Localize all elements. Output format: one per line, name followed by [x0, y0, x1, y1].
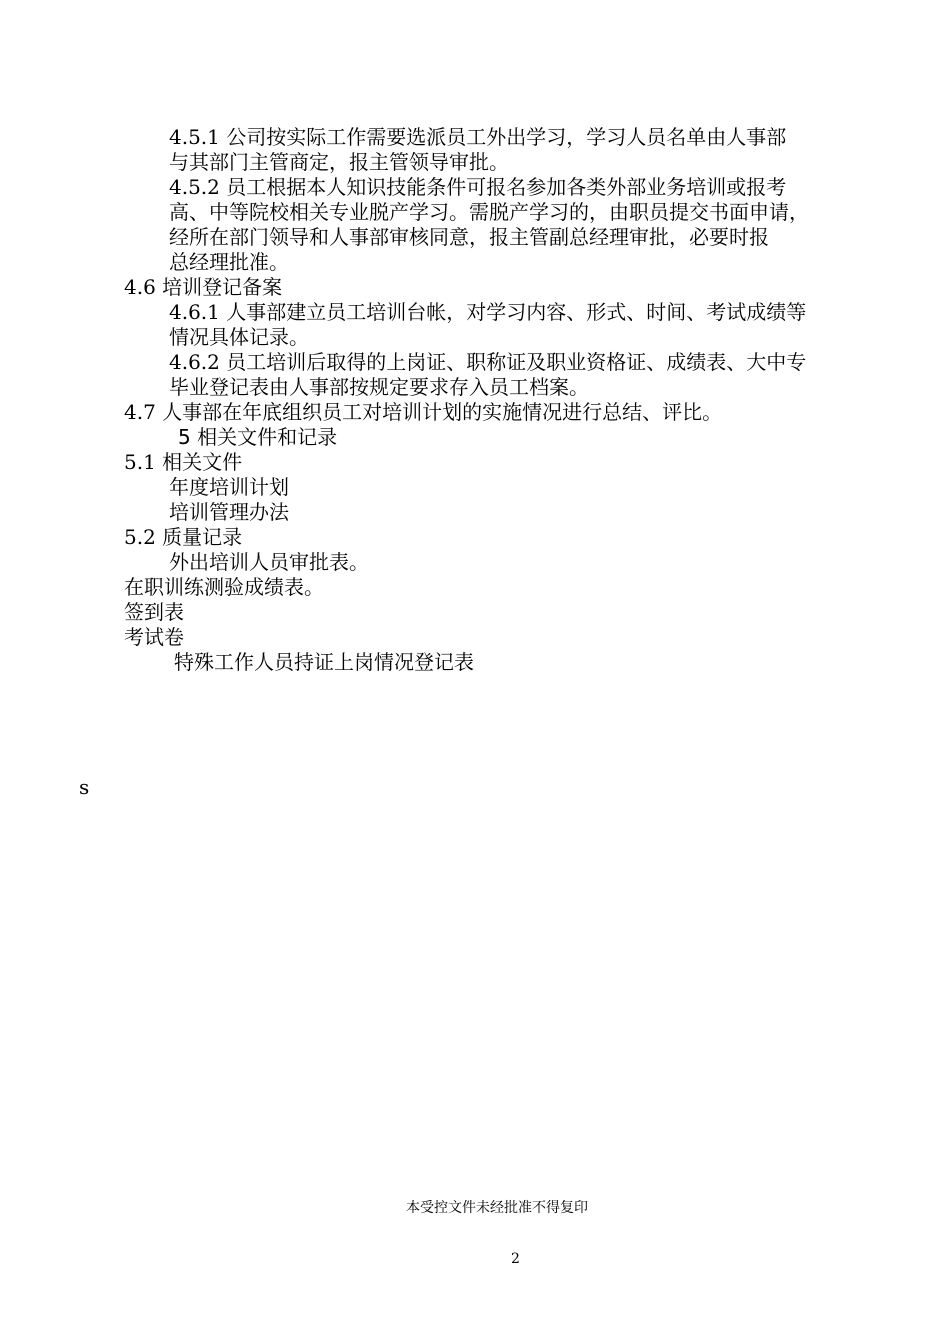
para-4-5-1-line-1: 4.5.1 公司按实际工作需要选派员工外出学习，学习人员名单由人事部 — [169, 125, 787, 149]
para-4-6-2-line-1: 4.6.2 员工培训后取得的上岗证、职称证及职业资格证、成绩表、大中专 — [169, 350, 807, 374]
quality-record-item: 签到表 — [124, 600, 184, 624]
section-5-title: 5 相关文件和记录 — [178, 425, 338, 449]
para-4-7: 4.7 人事部在年底组织员工对培训计划的实施情况进行总结、评比。 — [124, 400, 723, 424]
quality-record-item: 考试卷 — [124, 625, 184, 649]
para-4-5-2-line-2: 高、中等院校相关专业脱产学习。需脱产学习的，由职员提交书面申请， — [169, 200, 809, 224]
footer-notice: 本受控文件未经批准不得复印 — [406, 1200, 588, 1216]
related-file-item: 年度培训计划 — [169, 475, 289, 499]
para-4-5-1-line-2: 与其部门主管商定，报主管领导审批。 — [169, 150, 509, 174]
stray-character: s — [79, 775, 90, 799]
para-4-6-2-line-2: 毕业登记表由人事部按规定要求存入员工档案。 — [169, 375, 589, 399]
para-4-5-2-line-4: 总经理批准。 — [169, 250, 289, 274]
heading-5-2: 5.2 质量记录 — [124, 525, 243, 549]
page-number: 2 — [511, 1251, 520, 1267]
para-4-5-2-line-1: 4.5.2 员工根据本人知识技能条件可报名参加各类外部业务培训或报考 — [169, 175, 787, 199]
quality-record-item: 外出培训人员审批表。 — [169, 550, 369, 574]
para-4-5-2-line-3: 经所在部门领导和人事部审核同意，报主管副总经理审批，必要时报 — [169, 225, 769, 249]
quality-record-item: 在职训练测验成绩表。 — [124, 575, 324, 599]
heading-5-1: 5.1 相关文件 — [124, 450, 243, 474]
related-file-item: 培训管理办法 — [169, 500, 289, 524]
quality-record-item: 特殊工作人员持证上岗情况登记表 — [174, 650, 474, 674]
para-4-6-1-line-1: 4.6.1 人事部建立员工培训台帐，对学习内容、形式、时间、考试成绩等 — [169, 300, 807, 324]
heading-4-6: 4.6 培训登记备案 — [124, 275, 283, 299]
para-4-6-1-line-2: 情况具体记录。 — [169, 325, 309, 349]
